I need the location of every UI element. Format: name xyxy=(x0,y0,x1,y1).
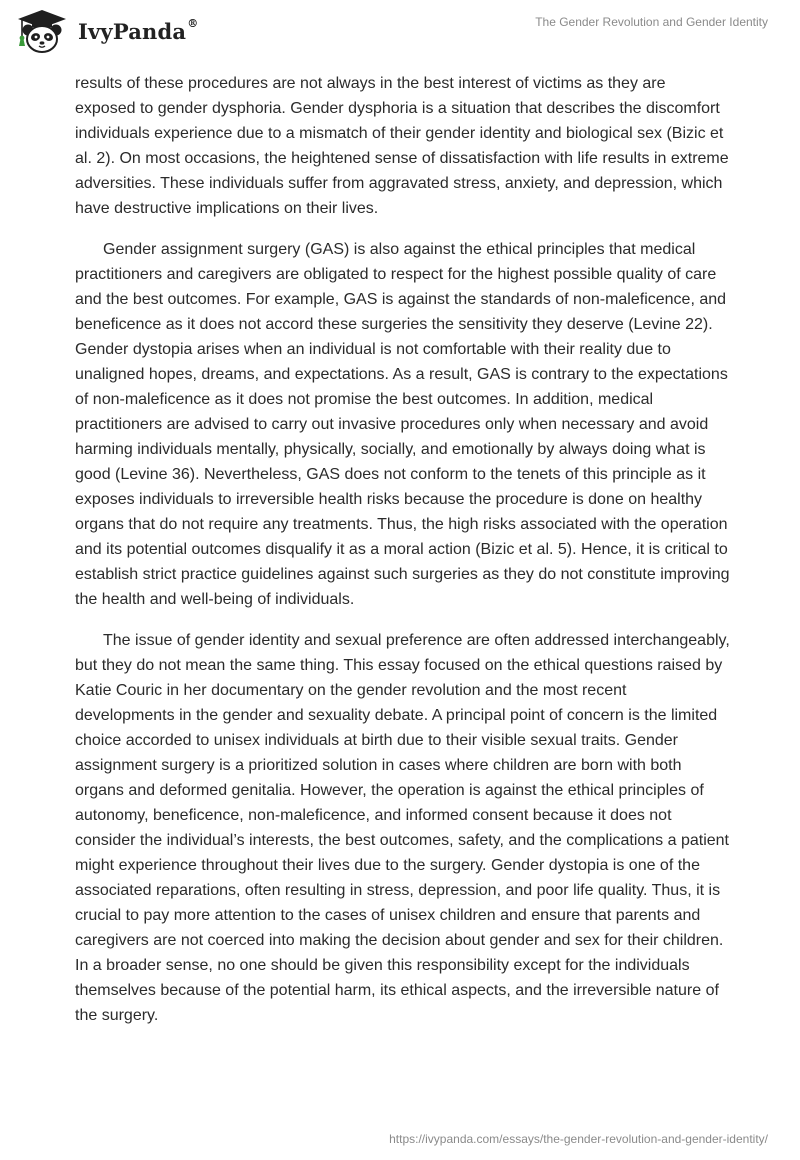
paragraph: The issue of gender identity and sexual preference are often addressed interchangeably, but they do not mean the same thing. This essay focused on the ethical questions raised by Katie Couric in her documentary on the gender revolution and the most recent developments in the gender and sexuality debate. A principal point of concern is the limited choice accorded to unisex individuals at birth due to their visible sexual traits. Gender assignment surgery is a prioritized solution in cases where children are born with both organs and deformed genitalia. However, the operation is against the ethical principles of autonomy, beneficence, non-maleficence, and informed consent because it does not consider the individual’s interests, the best outcomes, safety, and the complications a patient might experience throughout their lives due to the surgery. Gender dystopia is one of the associated reparations, often resulting in stress, depression, and poor life quality. Thus, it is crucial to pay more attention to the cases of unisex children and ensure that parents and caregivers are not coerced into making the decision about gender and sex for their children. In a broader sense, no one should be given this responsibility except for the individuals themselves because of the potential harm, its ethical aspects, and the irreversible nature of the surgery. xyxy=(75,632,730,1024)
page-title: The Gender Revolution and Gender Identity xyxy=(535,15,768,29)
paragraph: Gender assignment surgery (GAS) is also against the ethical principles that medical practitioners and caregivers are obligated to respect for the highest possible quality of care and the best outcomes. For example, GAS is against the standards of non-maleficence, and beneficence as it does not accord these surgeries the sensitivity they deserve (Levine 22). Gender dystopia arises when an individual is not comfortable with their reality due to unaligned hopes, dreams, and expectations. As a result, GAS is contrary to the expectations of non-maleficence as it does not promise the best outcomes. In addition, medical practitioners are advised to carry out invasive procedures only when necessary and avoid harming individuals mentally, physically, socially, and emotionally by always doing what is good (Levine 36). Nevertheless, GAS does not conform to the tenets of this principle as it exposes individuals to irreversible health risks because the procedure is done on healthy organs that do not require any treatments. Thus, the high risks associated with the operation and its potential outcomes disqualify it as a moral action (Bizic et al. 5). Hence, it is critical to establish strict practice guidelines against such surgeries as they do not constitute improving the health and well-being of individuals. xyxy=(75,241,730,608)
essay-body xyxy=(75,71,730,1044)
page-header xyxy=(0,0,800,60)
ivypanda-logo[interactable] xyxy=(14,8,198,54)
paragraph: results of these procedures are not always in the best interest of victims as they are exposed to gender dysphoria. Gender dysphoria is a situation that describes the discomfort individuals experience due to a mismatch of their gender identity and biological sex (Bizic et al. 2). On most occasions, the heightened sense of dissatisfaction with life results in extreme adversities. These individuals suffer from aggravated stress, anxiety, and depression, which have destructive implications on their lives. xyxy=(75,75,729,217)
panda-graduation-cap-icon xyxy=(14,8,70,54)
source-url[interactable]: https://ivypanda.com/essays/the-gender-revolution-and-gender-identity/ xyxy=(389,1132,768,1146)
brand-name: IvyPanda® xyxy=(78,16,199,44)
